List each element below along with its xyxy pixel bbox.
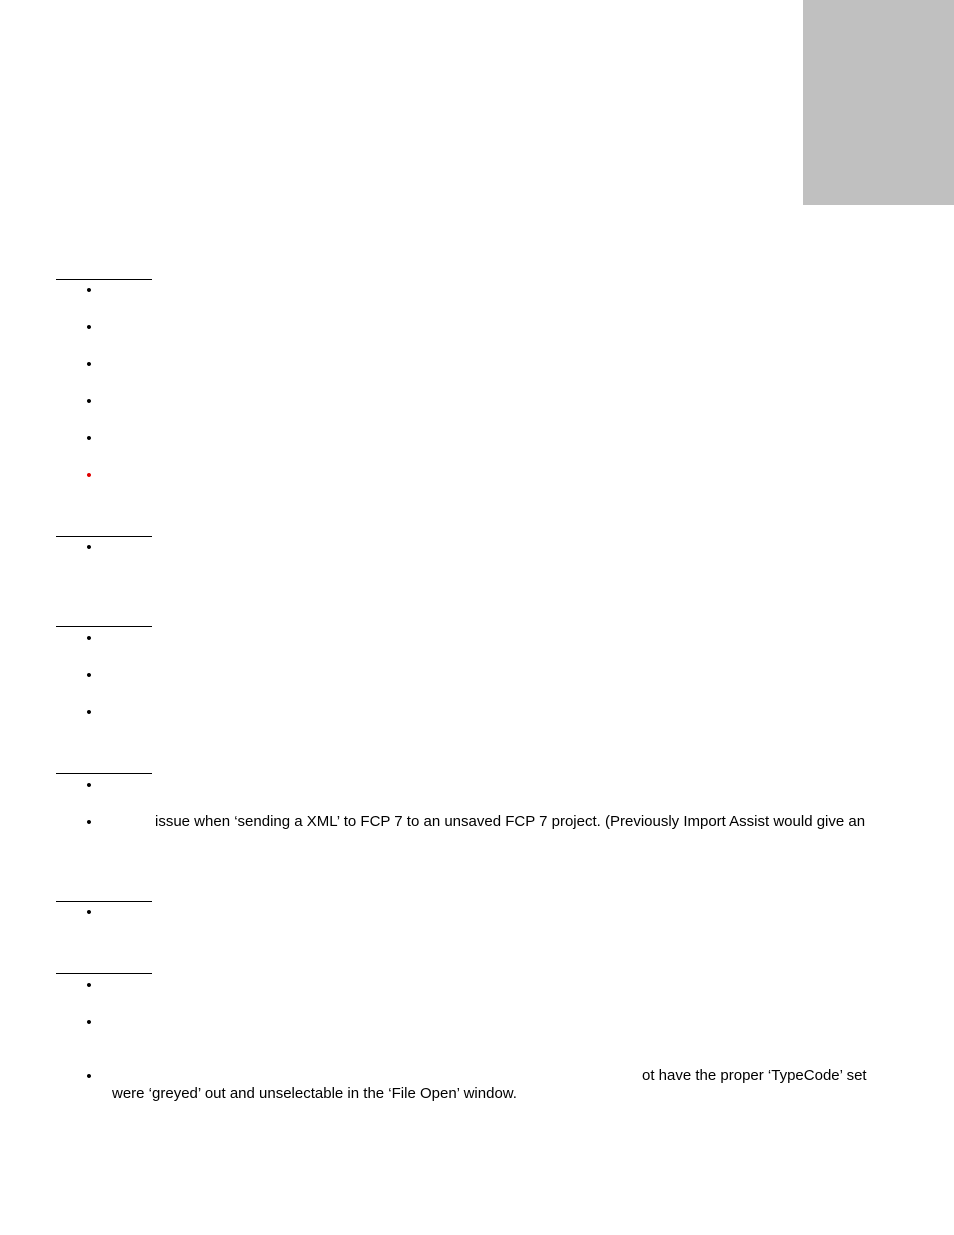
list-bullet xyxy=(85,905,93,920)
list-bullet-highlighted xyxy=(85,468,93,483)
list-bullet xyxy=(85,394,93,409)
list-bullet xyxy=(85,705,93,720)
list-item-text-continuation: were ‘greyed’ out and unselectable in the ‘File Open’ window. xyxy=(112,1085,517,1102)
list-bullet xyxy=(85,283,93,298)
corner-grey-block xyxy=(803,0,954,205)
list-bullet xyxy=(85,357,93,372)
list-bullet xyxy=(85,1015,93,1030)
list-bullet xyxy=(85,815,93,830)
list-bullet xyxy=(85,668,93,683)
list-bullet xyxy=(85,1069,93,1084)
section-rule xyxy=(56,279,152,280)
list-bullet xyxy=(85,631,93,646)
section-rule xyxy=(56,626,152,627)
list-bullet xyxy=(85,540,93,555)
list-item-text: ot have the proper ‘TypeCode’ set xyxy=(642,1067,867,1084)
section-rule xyxy=(56,773,152,774)
list-bullet xyxy=(85,778,93,793)
list-bullet xyxy=(85,320,93,335)
list-bullet xyxy=(85,978,93,993)
list-item-text: issue when ‘sending a XML’ to FCP 7 to an unsaved FCP 7 project. (Previously Import Assist would give an xyxy=(155,813,866,830)
section-rule xyxy=(56,901,152,902)
list-bullet xyxy=(85,431,93,446)
section-rule xyxy=(56,973,152,974)
section-rule xyxy=(56,536,152,537)
